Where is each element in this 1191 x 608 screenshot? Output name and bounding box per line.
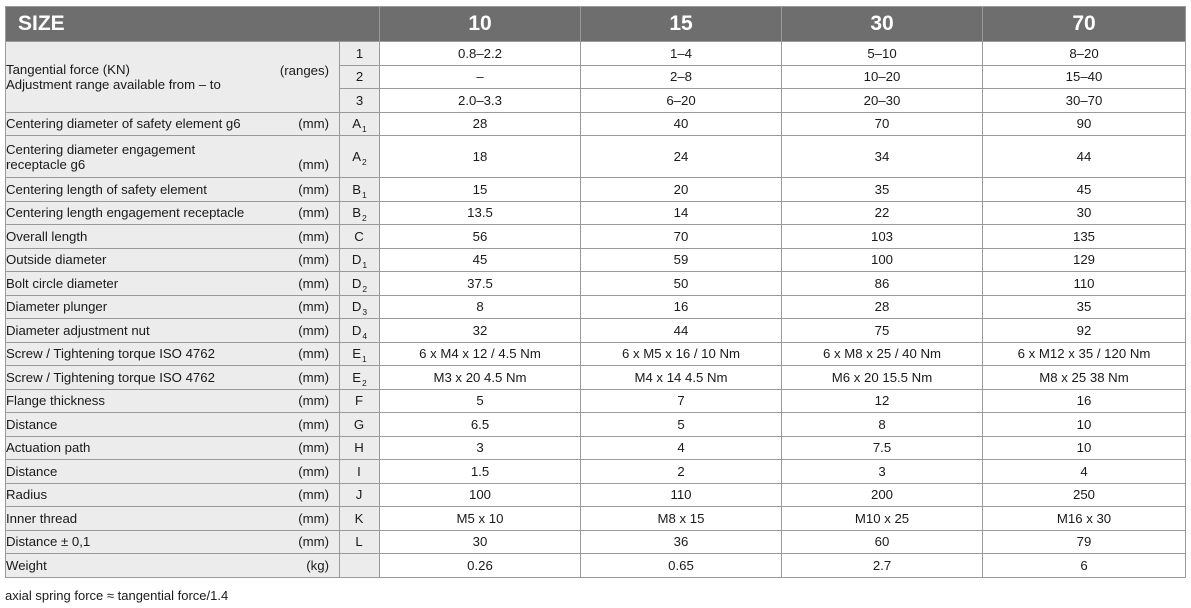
table-cell: M16 x 30 xyxy=(983,507,1186,531)
table-cell: 10–20 xyxy=(782,65,983,89)
table-cell: 13.5 xyxy=(380,201,581,225)
row-symbol-subscript: 1 xyxy=(362,124,367,135)
row-label-text: Screw / Tightening torque ISO 4762 xyxy=(6,369,215,385)
row-symbol: 3 xyxy=(340,89,380,113)
row-symbol-subscript: 4 xyxy=(362,330,368,341)
row-unit: (mm) xyxy=(298,322,329,338)
table-cell: 16 xyxy=(983,389,1186,413)
table-cell: 6 x M8 x 25 / 40 Nm xyxy=(782,342,983,366)
row-label-text: Centering diameter engagement receptacle g6 xyxy=(6,141,196,172)
table-cell: 30 xyxy=(983,201,1186,225)
row-symbol-subscript: 1 xyxy=(362,354,367,365)
row-symbol-letter: G xyxy=(353,416,365,432)
row-symbol-letter: D xyxy=(351,322,362,338)
row-symbol xyxy=(340,460,380,484)
table-cell: 103 xyxy=(782,225,983,249)
table-cell: M4 x 14 4.5 Nm xyxy=(581,366,782,390)
row-label xyxy=(6,507,340,531)
table-cell: 92 xyxy=(983,319,1186,343)
row-unit: (mm) xyxy=(298,299,329,315)
table-cell: 100 xyxy=(782,248,983,272)
table-cell: 110 xyxy=(581,483,782,507)
row-symbol-letter: B xyxy=(352,205,362,221)
table-cell: 75 xyxy=(782,319,983,343)
row-symbol xyxy=(340,201,380,225)
table-cell: 18 xyxy=(380,136,581,178)
table-cell: 28 xyxy=(782,295,983,319)
table-row xyxy=(6,136,1186,178)
row-symbol xyxy=(340,389,380,413)
table-header xyxy=(6,7,1186,42)
spec-table xyxy=(5,6,1186,578)
row-label xyxy=(6,319,340,343)
row-symbol xyxy=(340,413,380,437)
row-label-text: Overall length xyxy=(6,228,88,244)
table-cell: 1.5 xyxy=(380,460,581,484)
table-cell: 110 xyxy=(983,272,1186,296)
row-unit: (mm) xyxy=(298,181,329,197)
row-symbol xyxy=(340,530,380,554)
table-cell: 90 xyxy=(983,112,1186,136)
size-column-70: 70 xyxy=(983,7,1186,42)
tangential-force-line1: Tangential force (KN) xyxy=(6,61,130,77)
table-cell: 250 xyxy=(983,483,1186,507)
row-label xyxy=(6,201,340,225)
table-cell: M10 x 25 xyxy=(782,507,983,531)
row-symbol xyxy=(340,366,380,390)
row-symbol-letter: E xyxy=(352,346,362,362)
row-symbol-letter: F xyxy=(354,393,364,409)
row-unit: (mm) xyxy=(298,463,329,479)
table-cell: 0.8–2.2 xyxy=(380,42,581,66)
row-label xyxy=(6,554,340,578)
row-label xyxy=(6,483,340,507)
table-cell: 60 xyxy=(782,530,983,554)
table-cell: 8 xyxy=(782,413,983,437)
table-cell: 32 xyxy=(380,319,581,343)
row-label-text: Diameter adjustment nut xyxy=(6,322,150,338)
table-cell: 0.65 xyxy=(581,554,782,578)
table-row xyxy=(6,295,1186,319)
row-symbol xyxy=(340,112,380,136)
row-symbol-subscript: 2 xyxy=(362,213,367,224)
table-row xyxy=(6,248,1186,272)
row-symbol-letter: E xyxy=(352,369,362,385)
table-row xyxy=(6,460,1186,484)
row-symbol-letter: L xyxy=(355,534,363,550)
table-row xyxy=(6,201,1186,225)
table-cell: 15 xyxy=(380,178,581,202)
row-label xyxy=(6,413,340,437)
row-label xyxy=(6,342,340,366)
table-cell: 79 xyxy=(983,530,1186,554)
row-label-text: Centering length engagement receptacle xyxy=(6,205,245,221)
row-symbol: 2 xyxy=(340,65,380,89)
table-cell: 2 xyxy=(581,460,782,484)
table-cell: 22 xyxy=(782,201,983,225)
table-cell: 12 xyxy=(782,389,983,413)
table-row xyxy=(6,272,1186,296)
table-cell: 6 x M5 x 16 / 10 Nm xyxy=(581,342,782,366)
row-symbol-subscript: 3 xyxy=(362,307,368,318)
table-cell: 3 xyxy=(380,436,581,460)
row-label-text: Distance xyxy=(6,416,58,432)
row-symbol-letter: D xyxy=(351,275,362,291)
row-unit: (mm) xyxy=(298,487,329,503)
table-cell: 0.26 xyxy=(380,554,581,578)
row-symbol-letter: A xyxy=(352,149,362,164)
size-column-30: 30 xyxy=(782,7,983,42)
table-cell: 35 xyxy=(983,295,1186,319)
table-cell: 30–70 xyxy=(983,89,1186,113)
table-cell: 6.5 xyxy=(380,413,581,437)
size-header: SIZE xyxy=(6,7,380,42)
table-cell: 86 xyxy=(782,272,983,296)
row-symbol xyxy=(340,248,380,272)
row-symbol-letter: B xyxy=(352,181,362,197)
table-cell: 35 xyxy=(782,178,983,202)
footnote: axial spring force ≈ tangential force/1.4 xyxy=(5,588,229,603)
table-body xyxy=(6,42,1186,578)
table-row xyxy=(6,483,1186,507)
table-cell: 7 xyxy=(581,389,782,413)
row-symbol xyxy=(340,319,380,343)
table-cell: 34 xyxy=(782,136,983,178)
table-row xyxy=(6,342,1186,366)
table-cell: 24 xyxy=(581,136,782,178)
row-symbol-letter: J xyxy=(355,487,363,503)
row-label xyxy=(6,436,340,460)
row-symbol xyxy=(340,554,380,578)
row-symbol xyxy=(340,342,380,366)
table-row-force-1 xyxy=(6,42,1186,66)
table-cell: 129 xyxy=(983,248,1186,272)
row-symbol-letter: K xyxy=(354,510,364,526)
table-cell: 20 xyxy=(581,178,782,202)
table-cell: 16 xyxy=(581,295,782,319)
table-row xyxy=(6,530,1186,554)
table-cell: 10 xyxy=(983,436,1186,460)
row-label-text: Inner thread xyxy=(6,510,78,526)
table-cell: 50 xyxy=(581,272,782,296)
table-cell: 56 xyxy=(380,225,581,249)
row-unit: (mm) xyxy=(298,440,329,456)
row-symbol xyxy=(340,507,380,531)
row-symbol xyxy=(340,272,380,296)
row-label xyxy=(6,225,340,249)
row-unit: (mm) xyxy=(298,369,329,385)
table-row xyxy=(6,413,1186,437)
row-unit: (mm) xyxy=(298,346,329,362)
table-row xyxy=(6,366,1186,390)
row-symbol-letter: A xyxy=(352,116,362,132)
row-label xyxy=(6,248,340,272)
table-cell: 37.5 xyxy=(380,272,581,296)
row-label-text: Flange thickness xyxy=(6,393,105,409)
table-cell: 3 xyxy=(782,460,983,484)
table-cell: 1–4 xyxy=(581,42,782,66)
row-unit: (mm) xyxy=(298,252,329,268)
row-label xyxy=(6,178,340,202)
row-symbol-subscript: 1 xyxy=(362,260,368,271)
row-label xyxy=(6,530,340,554)
table-cell: 15–40 xyxy=(983,65,1186,89)
row-label-text: Distance ± 0,1 xyxy=(6,534,91,550)
table-cell: M8 x 15 xyxy=(581,507,782,531)
row-label xyxy=(6,460,340,484)
row-unit: (mm) xyxy=(298,116,329,132)
table-cell: 200 xyxy=(782,483,983,507)
row-label xyxy=(6,272,340,296)
row-symbol-letter: I xyxy=(357,463,361,479)
table-cell: 2–8 xyxy=(581,65,782,89)
table-cell: 14 xyxy=(581,201,782,225)
table-cell: 6 x M4 x 12 / 4.5 Nm xyxy=(380,342,581,366)
table-cell: 28 xyxy=(380,112,581,136)
row-unit: (mm) xyxy=(298,228,329,244)
table-cell: 135 xyxy=(983,225,1186,249)
row-unit: (mm) xyxy=(298,275,329,291)
table-row xyxy=(6,389,1186,413)
table-cell: 36 xyxy=(581,530,782,554)
row-label-text: Centering length of safety element xyxy=(6,181,207,197)
row-symbol xyxy=(340,483,380,507)
row-symbol-subscript: 2 xyxy=(362,377,367,388)
table-cell: 44 xyxy=(983,136,1186,178)
row-symbol-letter: D xyxy=(351,252,362,268)
table-cell: 45 xyxy=(380,248,581,272)
table-cell: M6 x 20 15.5 Nm xyxy=(782,366,983,390)
row-unit: (mm) xyxy=(298,205,329,221)
table-cell: 5 xyxy=(380,389,581,413)
row-symbol-subscript: 1 xyxy=(362,189,367,200)
row-symbol-letter: D xyxy=(351,299,362,315)
row-symbol xyxy=(340,225,380,249)
table-cell: – xyxy=(380,65,581,89)
table-cell: 6 xyxy=(983,554,1186,578)
size-column-10: 10 xyxy=(380,7,581,42)
table-cell: 20–30 xyxy=(782,89,983,113)
table-row xyxy=(6,319,1186,343)
table-cell: 4 xyxy=(983,460,1186,484)
row-label xyxy=(6,136,340,178)
row-label xyxy=(6,295,340,319)
row-label-text: Radius xyxy=(6,487,48,503)
table-cell: 2.7 xyxy=(782,554,983,578)
table-cell: M5 x 10 xyxy=(380,507,581,531)
table-cell: 6 x M12 x 35 / 120 Nm xyxy=(983,342,1186,366)
table-cell: 30 xyxy=(380,530,581,554)
size-column-15: 15 xyxy=(581,7,782,42)
table-row xyxy=(6,507,1186,531)
row-label xyxy=(6,112,340,136)
table-row xyxy=(6,554,1186,578)
row-label xyxy=(6,366,340,390)
row-symbol: 1 xyxy=(340,42,380,66)
table-cell: 4 xyxy=(581,436,782,460)
table-cell: 8 xyxy=(380,295,581,319)
row-label-text: Actuation path xyxy=(6,440,91,456)
tangential-force-label xyxy=(6,42,340,113)
row-unit: (mm) xyxy=(298,393,329,409)
tangential-force-unit: (ranges) xyxy=(279,62,329,78)
table-cell: 59 xyxy=(581,248,782,272)
table-cell: M8 x 25 38 Nm xyxy=(983,366,1186,390)
row-symbol-letter: H xyxy=(354,440,364,456)
table-cell: 45 xyxy=(983,178,1186,202)
row-symbol xyxy=(340,295,380,319)
table-cell: 8–20 xyxy=(983,42,1186,66)
table-cell: 70 xyxy=(581,225,782,249)
tangential-force-line2: Adjustment range available from – to xyxy=(6,76,221,92)
table-cell: 10 xyxy=(983,413,1186,437)
table-cell: M3 x 20 4.5 Nm xyxy=(380,366,581,390)
table-cell: 6–20 xyxy=(581,89,782,113)
row-label xyxy=(6,389,340,413)
row-label-text: Weight xyxy=(6,557,47,573)
table-cell: 5 xyxy=(581,413,782,437)
table-cell: 5–10 xyxy=(782,42,983,66)
row-label-text: Screw / Tightening torque ISO 4762 xyxy=(6,346,215,362)
row-symbol-subscript: 2 xyxy=(362,157,367,167)
table-cell: 100 xyxy=(380,483,581,507)
row-unit: (kg) xyxy=(306,557,329,573)
table-row xyxy=(6,225,1186,249)
table-cell: 70 xyxy=(782,112,983,136)
row-symbol-letter: C xyxy=(354,228,364,244)
table-cell: 40 xyxy=(581,112,782,136)
table-cell: 2.0–3.3 xyxy=(380,89,581,113)
row-unit: (mm) xyxy=(298,510,329,526)
row-symbol xyxy=(340,178,380,202)
tangential-force-text xyxy=(6,62,221,92)
row-unit: (mm) xyxy=(298,416,329,432)
table-cell: 44 xyxy=(581,319,782,343)
row-label-text: Diameter plunger xyxy=(6,299,108,315)
table-row xyxy=(6,112,1186,136)
table-row xyxy=(6,436,1186,460)
row-label-text: Outside diameter xyxy=(6,252,107,268)
row-unit: (mm) xyxy=(298,156,329,172)
row-unit: (mm) xyxy=(298,534,329,550)
row-label-text: Bolt circle diameter xyxy=(6,275,119,291)
row-symbol xyxy=(340,136,380,178)
table-cell: 7.5 xyxy=(782,436,983,460)
row-label-text: Distance xyxy=(6,463,58,479)
row-label-text: Centering diameter of safety element g6 xyxy=(6,116,241,132)
table-row xyxy=(6,178,1186,202)
row-symbol-subscript: 2 xyxy=(362,283,368,294)
row-symbol xyxy=(340,436,380,460)
